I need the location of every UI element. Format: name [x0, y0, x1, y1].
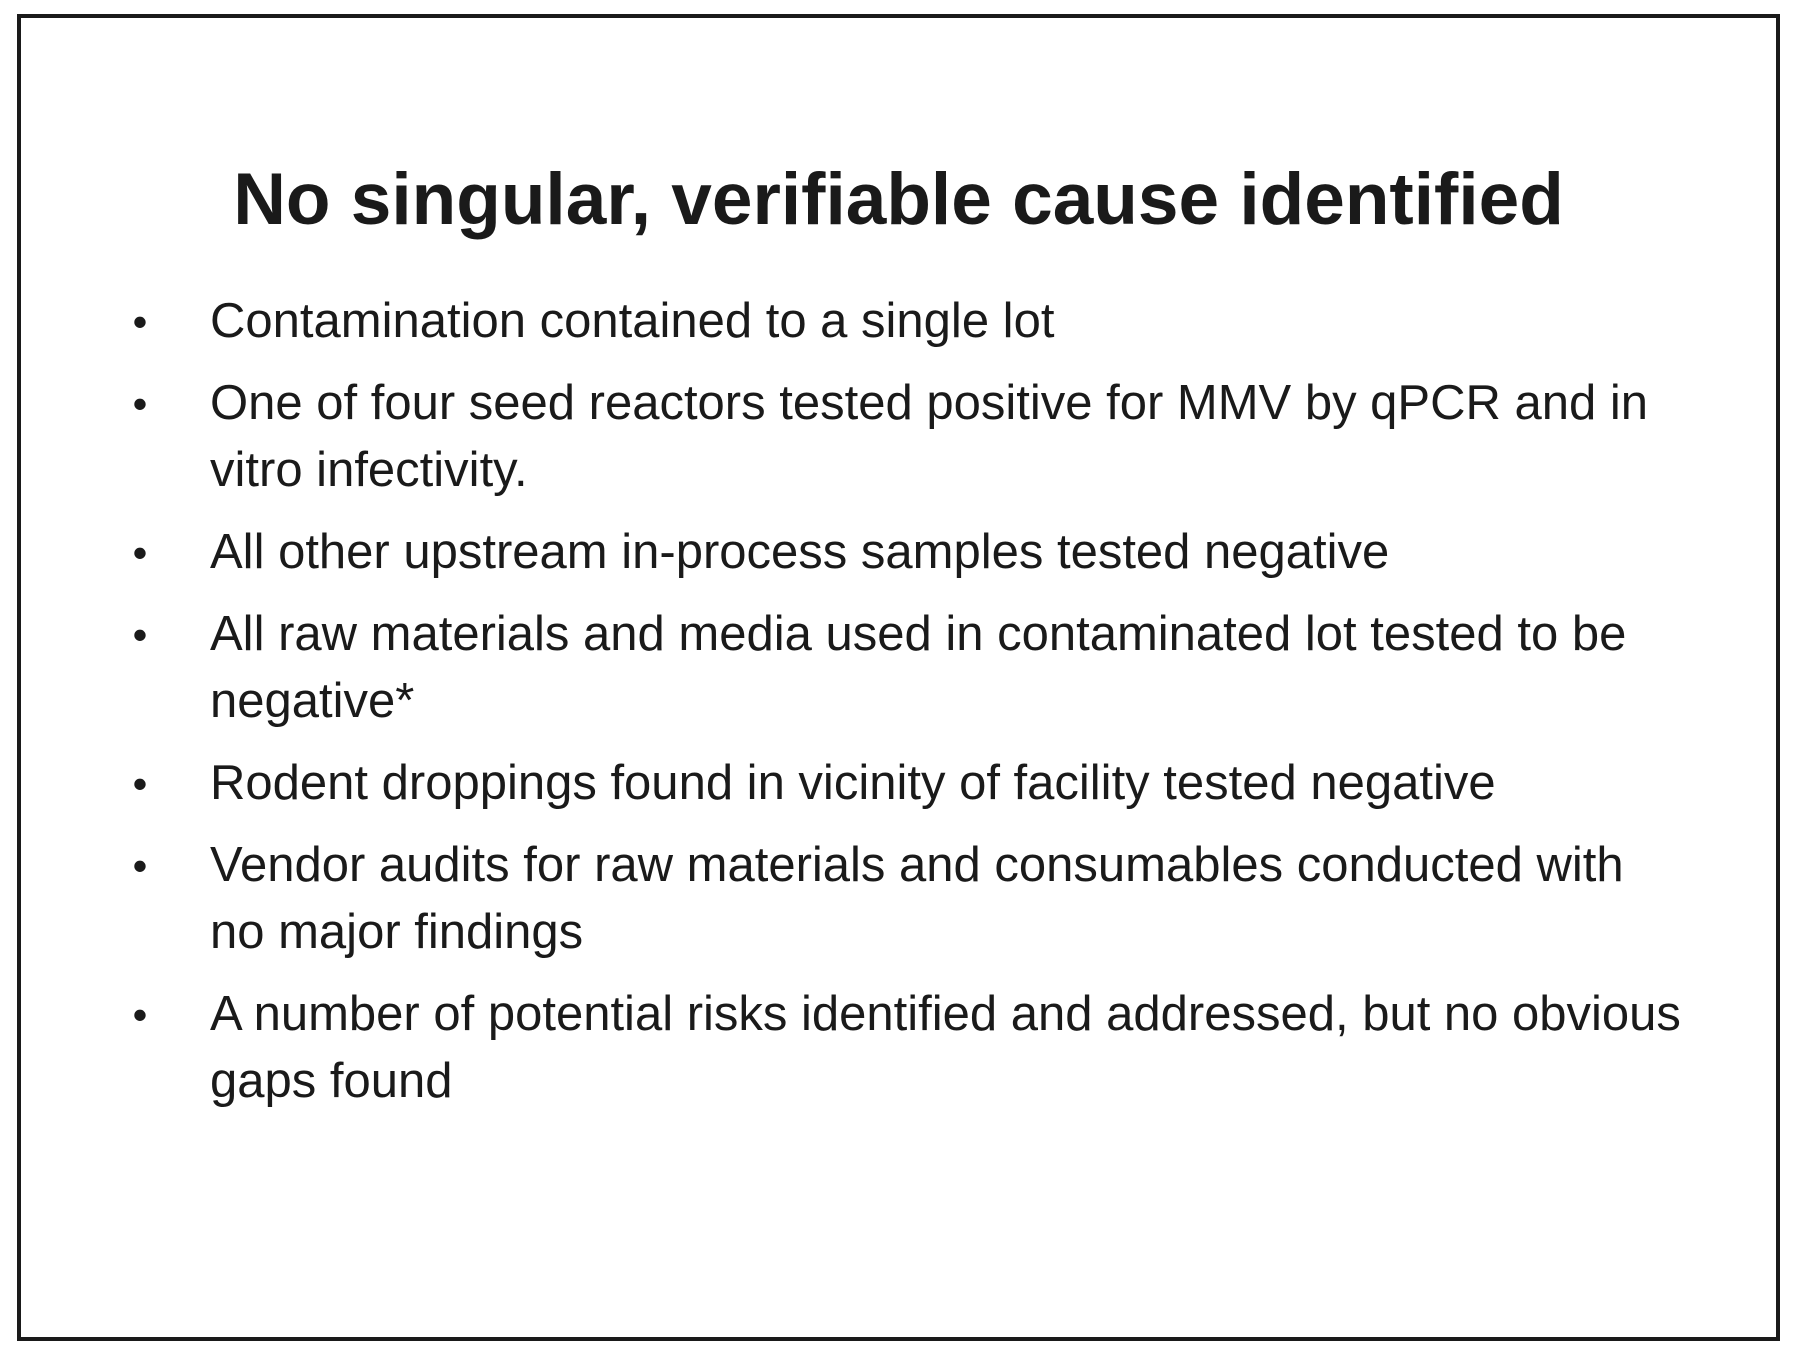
bullet-dot: • — [132, 991, 148, 1038]
bullet-text: A number of potential risks identified and addressed, but no obvious gaps found — [210, 987, 1681, 1108]
list-item — [125, 288, 1710, 355]
bullet-dot: • — [132, 529, 148, 576]
list-item — [125, 981, 1730, 1115]
list-item — [125, 370, 1710, 504]
bullet-list — [125, 288, 1685, 1130]
list-item — [125, 832, 1630, 966]
bullet-text: Rodent droppings found in vicinity of facility tested negative — [210, 756, 1496, 810]
bullet-text: Contamination contained to a single lot — [210, 294, 1055, 348]
bullet-dot: • — [132, 760, 148, 807]
list-item — [125, 750, 1630, 817]
bullet-dot: • — [132, 611, 148, 658]
list-item — [125, 519, 1710, 586]
bullet-text: Vendor audits for raw materials and consumables conducted with no major findings — [210, 838, 1624, 959]
bullet-text: All other upstream in-process samples tested negative — [210, 525, 1390, 579]
slide-title: No singular, verifiable cause identified — [233, 159, 1564, 240]
bullet-text: All raw materials and media used in contaminated lot tested to be negative* — [210, 607, 1627, 728]
slide-frame — [17, 14, 1780, 1341]
bullet-dot: • — [132, 842, 148, 889]
list-item — [125, 601, 1710, 735]
bullet-dot: • — [132, 380, 148, 427]
bullet-dot: • — [132, 298, 148, 345]
bullet-text: One of four seed reactors tested positive for MMV by qPCR and in vitro infectivity. — [210, 376, 1649, 497]
